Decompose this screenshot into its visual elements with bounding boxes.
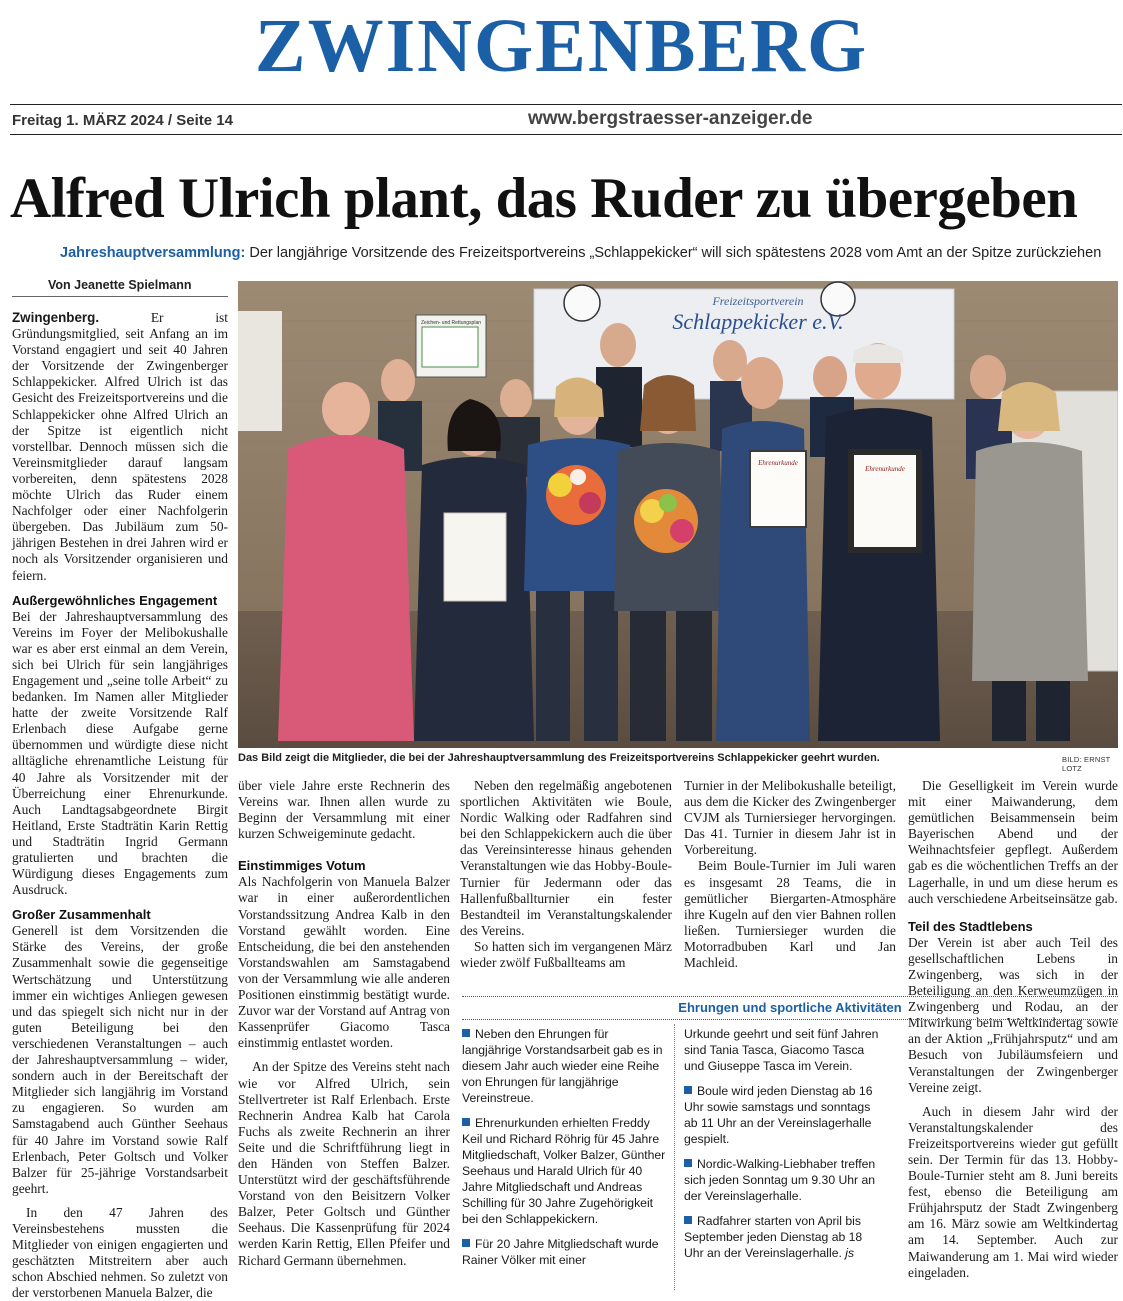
infobox-item: Für 20 Jahre Mitgliedschaft wurde Rainer Völker mit einer [462, 1237, 659, 1267]
bullet-square-icon [462, 1029, 470, 1037]
infobox-divider [674, 1024, 675, 1290]
paragraph: über viele Jahre erste Rechnerin des Vereins war. Ihnen allen wurde zu Beginn der Versammlung mit einer kurzen Schweigeminute gedacht. [238, 778, 450, 842]
paragraph: Turnier in der Melibokushalle beteiligt, aus dem die Kicker des Zwingenberger CVJM als Turniersieger hervorgingen. Das 41. Turnier in diesem Jahr ist in Vorbereitung. [684, 778, 896, 858]
dateline-rule [10, 134, 1122, 135]
infobox-item: Ehrenurkunden erhielten Freddy Keil und Richard Röhrig für 45 Jahre Mitgliedschaft, Volker Balzer, Günther Seehaus und Harald Ulrich für 40 Jahre Mitgliedschaft und Andreas Schilling für 30 Jahre Zugehörigkeit bei den Schlappekickern. [462, 1116, 666, 1226]
paragraph: Als Nachfolgerin von Manuela Balzer war in einer außerordentlichen Vorstandssitzung Andrea Kalb in den Vorstand gewählt worden. Eine Entscheidung, die bei den anstehenden Vorstandswahlen am Samstagabend von der Versammlung wie alle anderen Positionen einstimmig bestätigt wurde. Zuvor war der Vorstand auf Antrag von Kassenprüfer Giacomo Tasca einstimmig entlastet worden. [238, 874, 450, 1051]
masthead-rule [10, 104, 1122, 105]
byline-rule [12, 296, 228, 297]
subhead-text: Der langjährige Vorsitzende des Freizeitsportvereins „Schlappekicker“ will sich spätestens 2028 vom Amt an der Spitze zurückziehen [245, 245, 1102, 261]
infobox-item: Radfahrer starten von April bis September jeden Dienstag ab 18 Uhr an der Vereinslagerhalle. js [684, 1214, 863, 1260]
article-column-2 [238, 778, 450, 1269]
subheading: Außergewöhnliches Engagement [12, 592, 218, 608]
paragraph: So hatten sich im vergangenen März wieder zwölf Fußballteams am [460, 938, 672, 971]
masthead: ZWINGENBERG [254, 4, 869, 88]
paragraph: Die Geselligkeit im Verein wurde mit einer Maiwanderung, dem gemütlichen Beisammensein beim Bayerischen Abend und der Weihnachtsfeier gepflegt. Außerdem gab es die wöchentlichen Treffs an der Lagerhalle, in und um diese herum es auch verschiedene Arbeitseinsätze gab. [908, 778, 1118, 906]
paragraph: Beim Boule-Turnier im Juli waren es insgesamt 28 Teams, die in gemütlicher Biergarten-Atmosphäre ihre Kugeln auf den vier Bahnen rollen ließen. Turniersieger wurden die Motorradbuben Karl und Jan Machleid. [684, 858, 896, 971]
article-photo [238, 281, 1118, 748]
infobox-item-continued: Urkunde geehrt und seit fünf Jahren sind Tania Tasca, Giacomo Tasca und Giuseppe Tasca im Verein. [684, 1027, 879, 1073]
author-signature: js [841, 1246, 855, 1260]
infobox-left-column [462, 1026, 666, 1277]
paragraph: Der Verein ist aber auch Teil des gesellschaftlichen Lebens in Zwingenberg, was sich in der Beteiligung an den Kerweumzügen in Zwingenberg und Rodau, an der Mitwirkung beim Weltkindertag sowie an der Aktion „Frühjahrsputz“ und am Besuch von Jubiläumsfeiern und Veranstaltungen der Zwingenberger Vereine zeigt. [908, 934, 1118, 1095]
subhead-kicker: Jahreshauptversammlung: [60, 245, 246, 261]
dateline: Freitag 1. MÄRZ 2024 / Seite 14 [12, 112, 233, 129]
bullet-square-icon [462, 1118, 470, 1126]
poster-title: Zeichen- und Rettungsplan [420, 320, 482, 326]
paragraph: Neben den regelmäßig angebotenen sportlichen Aktivitäten wie Boule, Nordic Walking oder Radfahren sind bei den Schlappekickern auch die über das Vereinsinteresse hinaus gehenden Veranstaltungen wie das Hobby-Boule-Turnier für Jedermann oder das Hallenfußballturnier ein fester Bestandteil im Veranstaltungskalender des Vereins. [460, 778, 672, 938]
headline: Alfred Ulrich plant, das Ruder zu übergeben [10, 167, 1078, 230]
photo-credit: BILD: ERNST LOTZ [1062, 755, 1111, 773]
article-column-3 [460, 778, 672, 971]
banner-line-2: Schlappekicker e.V. [672, 309, 844, 334]
website-link[interactable]: www.bergstraesser-anzeiger.de [528, 108, 813, 129]
bullet-square-icon [684, 1086, 692, 1094]
paragraph: Er ist Gründungsmitglied, seit Anfang an im Vorstand engagiert und seit 40 Jahren der Vorsitzende der Zwingenberger Schlappekicker. Alfred Ulrich ist das Gesicht des Freizeitsportvereins und die Schlappekicker ohne Alfred Ulrich an der Spitze ist eigentlich nicht vorstellbar. Dennoch müssen sich die Vereinsmitglieder darauf langsam vorbereiten, denn spätestens 2028 möchte Ulrich das Ruder einem Nachfolger oder einer Nachfolgerin übergeben. Das Jubiläum zum 50-jährigen Bestehen in drei Jahren wird er noch als Vorsitzender organisieren und feiern. [12, 310, 228, 583]
certificate-label: Ehrenurkunde [758, 459, 798, 467]
article-column-4 [684, 778, 896, 971]
subheading: Großer Zusammenhalt [12, 907, 151, 923]
photo-caption: Das Bild zeigt die Mitglieder, die bei der Jahreshauptversammlung des Freizeitsportvereins Schlappekicker geehrt wurden. [238, 752, 880, 764]
certificate-label: Ehrenurkunde [865, 465, 905, 473]
group-photo [238, 281, 1118, 748]
byline: Von Jeanette Spielmann [48, 278, 192, 292]
subheading: Einstimmiges Votum [238, 858, 366, 874]
paragraph: Auch in diesem Jahr wird der Veranstaltungskalender des Freizeitsportvereins wieder gut gefüllt sein. Der Termin für das 13. Hobby-Boule-Turnier steht am 8. Juni bereits fest, ebenso die Beteiligung am Frühjahrsputz der Stadt Zwingenberg am 16. März sowie am Weltkindertag am 14. September. Auch zur Maiwanderung am 1. Mai wird wieder eingeladen. [908, 1103, 1118, 1280]
banner-line-1: Freizeitsportverein [712, 294, 804, 308]
paragraph: An der Spitze des Vereins steht nach wie vor Alfred Ulrich, sein Stellvertreter ist Ralf Erlenbach. Erste Rechnerin Andrea Kalb hat Carola Fuchs als zweite Rechnerin an ihrer Seite und die Schriftführung liegt in den Händen von Steffen Balzer. Unterstützt wird der geschäftsführende Vorstand von den Beisitzern Volker Balzer, Peter Goltsch und Günther Seehaus. Die Kassenprüfung für 2024 werden Karin Rettig, Ellen Pfeifer und Richard Germann übernehmen. [238, 1059, 450, 1268]
infobox-right-column [684, 1026, 880, 1270]
subhead [60, 243, 1120, 263]
infobox-item: Boule wird jeden Dienstag ab 16 Uhr sowie samstags und sonntags ab 11 Uhr an der Vereinslagerhalle gespielt. [684, 1084, 873, 1146]
infobox-title-rule [462, 1019, 1118, 1020]
infobox-top-rule [462, 996, 1118, 997]
paragraph: Bei der Jahreshauptversammlung des Vereins im Foyer der Melibokushalle war es aber erst einmal an dem Verein, sich bei Ulrich für sein langjähriges Engagement und „seine tolle Arbeit“ zu bedanken. Im Namen aller Mitglieder hatte der zweite Vorsitzende Ralf Erlenbach diese Aufgabe gerne übernommen und würdigte diese nicht alltägliche ehrenamtliche Leistung für 40 Jahre als Vorsitzender mit der Überreichung einer Ehrenurkunde. Auch Landtagsabgeordnete Birgit Heitland, Erste Stadträtin Karin Rettig und Stadträtin Ingrid Germann gratulierten und brachten die Würdigung dieses Engagements zum Ausdruck. [12, 608, 228, 898]
bullet-square-icon [684, 1159, 692, 1167]
infobox-title: Ehrungen und sportliche Aktivitäten [678, 1000, 902, 1015]
dateline-lead: Zwingenberg. [12, 310, 100, 325]
infobox-item: Nordic-Walking-Liebhaber treffen sich jeden Sonntag um 9.30 Uhr an der Vereinslagerhalle. [684, 1157, 876, 1203]
bullet-square-icon [684, 1216, 692, 1224]
article-column-1 [12, 310, 228, 1301]
paragraph: In den 47 Jahren des Vereinsbestehens mussten die Mitglieder von einigen engagierten und geschätzten Mitstreitern aber auch schon Abschied nehmen. So zuletzt von der verstorbenen Manuela Balzer, die [12, 1204, 228, 1301]
paragraph: Generell ist dem Vorsitzenden die Stärke des Vereins, der große Zusammenhalt sowie die gegenseitige Wertschätzung und Unterstützung immer ein wichtiges Anliegen gewesen und das spiegelt sich nicht nur in der guten Beteiligung bei den verschiedenen Veranstaltungen – auch der Jahreshauptversammlung – wider, sondern auch in der Bereitschaft der Mitglieder sich langjährig im Vorstand zu engagieren. So wurden am Samstagabend auch Günther Seehaus für 40 Jahre im Vorstand sowie Ralf Erlenbach, Peter Goltsch und Volker Balzer für 25-jährige Vorstandsarbeit geehrt. [12, 923, 228, 1196]
infobox-item: Neben den Ehrungen für langjährige Vorstandsarbeit gab es in diesem Jahr auch wieder eine Reihe von Ehrungen für langjährige Vereinstreue. [462, 1027, 663, 1105]
article-column-5 [908, 778, 1118, 1281]
subheading: Teil des Stadtlebens [908, 918, 1033, 934]
bullet-square-icon [462, 1239, 470, 1247]
